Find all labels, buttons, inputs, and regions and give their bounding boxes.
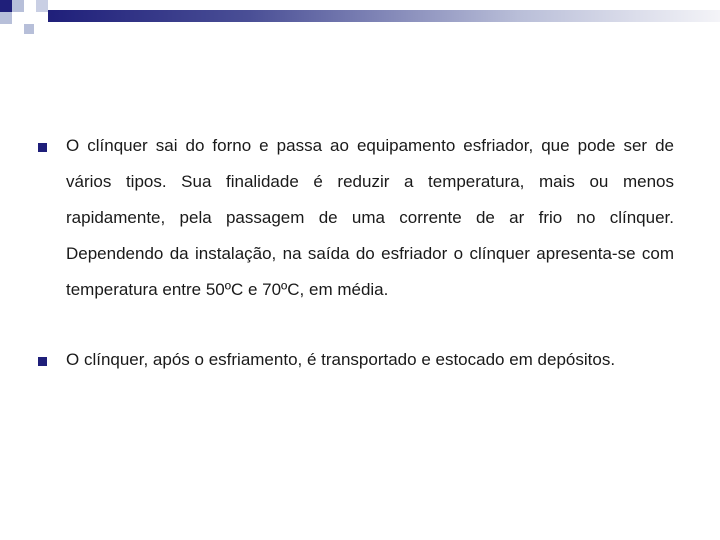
- corner-decoration-square: [36, 0, 48, 12]
- square-bullet-icon: [38, 143, 47, 152]
- header-gradient-bar: [48, 10, 720, 22]
- corner-decoration-square: [12, 0, 24, 12]
- bullet-text: O clínquer sai do forno e passa ao equipamento esfriador, que pode ser de vários tipos. Sua finalidade é reduzir a temperatura, mais ou menos rapidamente, pela passagem de uma corrente de ar frio no clínquer. Dependendo da instalação, na saída do esfriador o clínquer apresenta-se com temperatura entre 50ºC e 70ºC, em média.: [66, 136, 674, 299]
- corner-decoration-square: [0, 12, 12, 24]
- bullet-item: [34, 342, 674, 378]
- corner-decoration-square: [24, 12, 36, 24]
- corner-decoration-square: [24, 24, 34, 34]
- slide-body: [34, 128, 674, 378]
- bullet-text: O clínquer, após o esfriamento, é transportado e estocado em depósitos.: [66, 350, 616, 369]
- corner-decoration-square: [0, 0, 12, 12]
- square-bullet-icon: [38, 357, 47, 366]
- corner-decoration-square: [12, 24, 24, 34]
- corner-decoration-square: [12, 12, 24, 24]
- bullet-item: [34, 128, 674, 308]
